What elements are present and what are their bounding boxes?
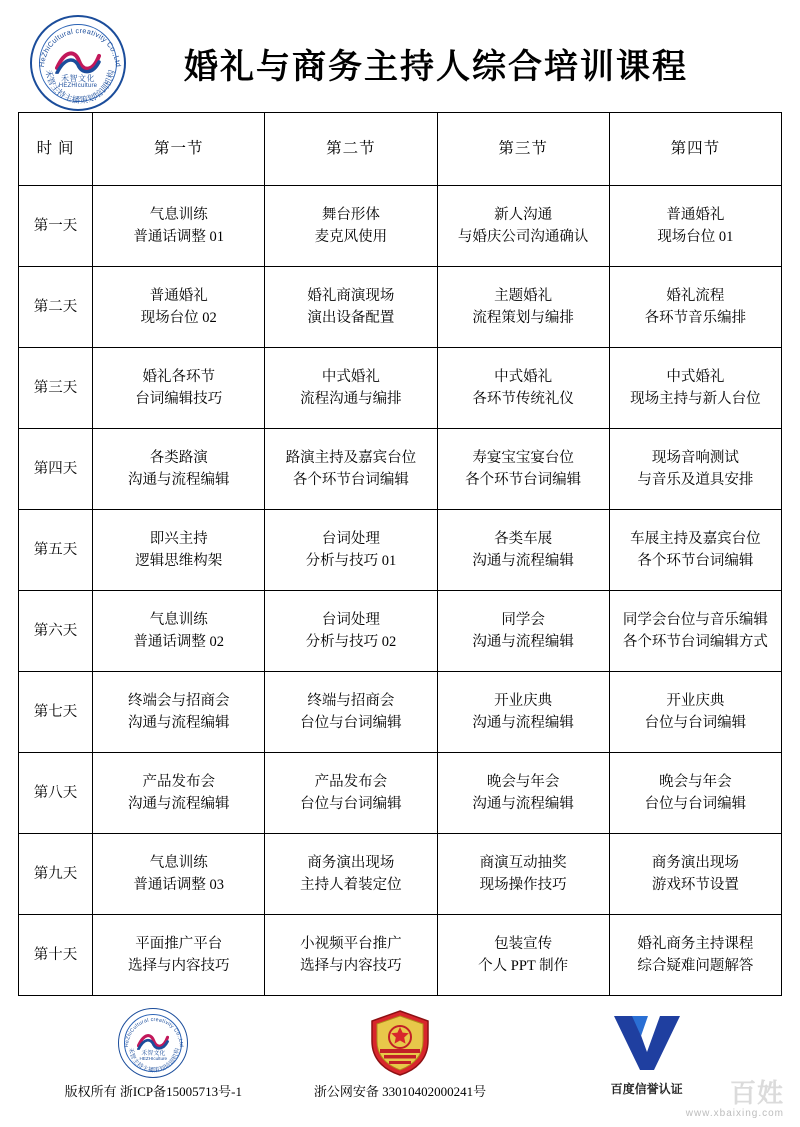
schedule-cell-line: 产品发布会 bbox=[314, 773, 388, 790]
row-day-label: 第三天 bbox=[19, 348, 93, 429]
footer-baidu-block bbox=[525, 1007, 769, 1097]
schedule-cell-line: 车展主持及嘉宾台位 bbox=[630, 530, 761, 547]
seal-arc-top-text: HeZhiCultural creativity Co.,Ltd bbox=[36, 25, 123, 68]
schedule-cell-line: 流程策划与编排 bbox=[472, 310, 574, 326]
table-row bbox=[19, 834, 782, 915]
baidu-badge bbox=[525, 1007, 769, 1079]
column-header-session-4: 第四节 bbox=[609, 113, 781, 186]
schedule-cell-line: 开业庆典 bbox=[666, 692, 725, 709]
icp-license-text: 版权所有 浙ICP备15005713号-1 bbox=[64, 1084, 242, 1099]
table-row bbox=[19, 510, 782, 591]
schedule-cell-line: 沟通与流程编辑 bbox=[127, 472, 230, 488]
schedule-cell-line: 婚礼商务主持课程 bbox=[637, 935, 754, 952]
schedule-cell-line: 婚礼商演现场 bbox=[307, 287, 395, 304]
document-header bbox=[0, 0, 800, 112]
schedule-table-wrap bbox=[0, 112, 800, 996]
table-body bbox=[19, 186, 782, 996]
schedule-cell-line: 晚会与年会 bbox=[486, 773, 560, 790]
table-row bbox=[19, 267, 782, 348]
schedule-cell-line: 新人沟通 bbox=[494, 206, 553, 223]
table-header-row bbox=[19, 113, 782, 186]
footer-icp-block bbox=[31, 1007, 275, 1100]
schedule-cell-line: 商务演出现场 bbox=[307, 854, 395, 871]
schedule-cell bbox=[609, 267, 781, 348]
schedule-cell bbox=[93, 915, 265, 996]
schedule-cell-line: 主题婚礼 bbox=[494, 287, 553, 304]
row-day-label: 第二天 bbox=[19, 267, 93, 348]
schedule-cell-line: 现场台位 02 bbox=[140, 310, 217, 326]
schedule-cell-line: 气息训练 bbox=[149, 611, 208, 628]
schedule-cell-line: 与婚庆公司沟通确认 bbox=[457, 229, 589, 245]
schedule-cell bbox=[609, 591, 781, 672]
table-row bbox=[19, 429, 782, 510]
schedule-cell-line: 普通话调整 03 bbox=[133, 877, 225, 893]
schedule-cell bbox=[93, 510, 265, 591]
wave-icon bbox=[55, 48, 101, 74]
schedule-cell-line: 沟通与流程编辑 bbox=[472, 715, 574, 731]
schedule-cell-line: 平面推广平台 bbox=[135, 935, 223, 952]
schedule-cell bbox=[437, 672, 609, 753]
schedule-cell bbox=[609, 186, 781, 267]
schedule-cell bbox=[609, 753, 781, 834]
schedule-cell-line: 同学会 bbox=[501, 611, 545, 628]
schedule-cell bbox=[609, 348, 781, 429]
schedule-cell-line: 中式婚礼 bbox=[494, 368, 553, 385]
schedule-cell-line: 演出设备配置 bbox=[307, 310, 395, 326]
row-day-label: 第一天 bbox=[19, 186, 93, 267]
schedule-cell-line: 台位与台词编辑 bbox=[300, 715, 402, 731]
schedule-cell bbox=[437, 267, 609, 348]
schedule-cell bbox=[93, 834, 265, 915]
footer-seal-brand-en: HEZHIculture bbox=[139, 1056, 168, 1061]
schedule-cell bbox=[265, 834, 437, 915]
row-day-label: 第六天 bbox=[19, 591, 93, 672]
footer-seal-badge bbox=[31, 1007, 275, 1079]
course-schedule-table bbox=[18, 112, 782, 996]
schedule-cell-line: 即兴主持 bbox=[149, 530, 208, 547]
schedule-cell-line: 各类车展 bbox=[494, 530, 553, 547]
schedule-cell-line: 各环节音乐编排 bbox=[644, 310, 747, 326]
schedule-cell-line: 个人 PPT 制作 bbox=[478, 958, 569, 974]
schedule-cell bbox=[93, 429, 265, 510]
schedule-cell bbox=[609, 915, 781, 996]
schedule-cell-line: 台位与台词编辑 bbox=[644, 715, 747, 731]
schedule-cell bbox=[437, 186, 609, 267]
schedule-cell bbox=[265, 753, 437, 834]
column-header-session-1: 第一节 bbox=[93, 113, 265, 186]
schedule-cell bbox=[609, 672, 781, 753]
seal-brand-cn: 禾智文化 bbox=[61, 74, 95, 83]
schedule-cell bbox=[437, 753, 609, 834]
schedule-cell-line: 现场主持与新人台位 bbox=[630, 391, 761, 407]
schedule-cell-line: 舞台形体 bbox=[321, 206, 380, 223]
footer-seal-arc-bottom-text: 禾智主持主播策划培训机构 bbox=[127, 1047, 182, 1075]
row-day-label: 第八天 bbox=[19, 753, 93, 834]
watermark-sub-text: www.xbaixing.com bbox=[685, 1108, 784, 1119]
schedule-cell bbox=[265, 672, 437, 753]
schedule-cell bbox=[265, 348, 437, 429]
schedule-cell-line: 台词处理 bbox=[321, 530, 380, 547]
schedule-cell bbox=[609, 510, 781, 591]
schedule-cell-line: 各类路演 bbox=[149, 449, 208, 466]
schedule-cell-line: 沟通与流程编辑 bbox=[127, 796, 230, 812]
schedule-cell bbox=[437, 429, 609, 510]
schedule-cell-line: 中式婚礼 bbox=[321, 368, 380, 385]
table-row bbox=[19, 591, 782, 672]
company-seal-icon bbox=[118, 1008, 188, 1078]
schedule-cell-line: 商务演出现场 bbox=[651, 854, 739, 871]
schedule-cell-line: 各个环节台词编辑 bbox=[637, 553, 754, 569]
schedule-cell bbox=[265, 510, 437, 591]
schedule-cell-line: 现场操作技巧 bbox=[479, 877, 567, 893]
table-row bbox=[19, 186, 782, 267]
schedule-cell-line: 包装宣传 bbox=[494, 935, 553, 952]
schedule-cell-line: 游戏环节设置 bbox=[651, 877, 739, 893]
schedule-cell-line: 台词编辑技巧 bbox=[135, 391, 223, 407]
row-day-label: 第四天 bbox=[19, 429, 93, 510]
schedule-cell-line: 与音乐及道具安排 bbox=[637, 472, 754, 488]
schedule-cell bbox=[437, 510, 609, 591]
schedule-cell-line: 台位与台词编辑 bbox=[300, 796, 402, 812]
schedule-cell-line: 分析与技巧 01 bbox=[305, 553, 397, 569]
row-day-label: 第十天 bbox=[19, 915, 93, 996]
schedule-cell-line: 各个环节台词编辑 bbox=[465, 472, 582, 488]
schedule-cell bbox=[93, 348, 265, 429]
police-emblem-icon bbox=[364, 1007, 436, 1079]
schedule-cell bbox=[437, 591, 609, 672]
table-row bbox=[19, 753, 782, 834]
row-day-label: 第九天 bbox=[19, 834, 93, 915]
column-header-session-3: 第三节 bbox=[437, 113, 609, 186]
schedule-cell bbox=[609, 834, 781, 915]
footer-police-block bbox=[278, 1007, 522, 1100]
schedule-cell-line: 台位与台词编辑 bbox=[644, 796, 747, 812]
schedule-cell-line: 商演互动抽奖 bbox=[479, 854, 567, 871]
schedule-cell-line: 各环节传统礼仪 bbox=[472, 391, 574, 407]
seal-arc-bottom-text: 禾智主持主播策划培训机构 bbox=[43, 68, 117, 106]
schedule-cell-line: 各个环节台词编辑方式 bbox=[622, 634, 768, 650]
schedule-cell bbox=[265, 429, 437, 510]
schedule-cell-line: 普通婚礼 bbox=[149, 287, 208, 304]
footer-seal-brand-cn: 禾智文化 bbox=[141, 1051, 166, 1057]
schedule-cell bbox=[93, 591, 265, 672]
schedule-cell-line: 综合疑难问题解答 bbox=[637, 958, 754, 974]
row-day-label: 第七天 bbox=[19, 672, 93, 753]
schedule-cell-line: 终端会与招商会 bbox=[127, 692, 230, 709]
schedule-cell bbox=[265, 591, 437, 672]
table-row bbox=[19, 348, 782, 429]
schedule-cell-line: 普通话调整 01 bbox=[133, 229, 225, 245]
company-logo bbox=[22, 14, 134, 112]
baidu-caption-text: 百度信誉认证 bbox=[610, 1082, 683, 1096]
page-title: 婚礼与商务主持人综合培训课程 bbox=[184, 48, 688, 86]
schedule-cell bbox=[265, 186, 437, 267]
schedule-cell-line: 麦克风使用 bbox=[314, 229, 388, 245]
schedule-cell bbox=[437, 915, 609, 996]
schedule-cell-line: 选择与内容技巧 bbox=[300, 958, 402, 974]
schedule-cell-line: 选择与内容技巧 bbox=[127, 958, 230, 974]
schedule-cell bbox=[609, 429, 781, 510]
schedule-cell-line: 沟通与流程编辑 bbox=[472, 553, 574, 569]
schedule-cell-line: 终端与招商会 bbox=[307, 692, 395, 709]
schedule-cell-line: 沟通与流程编辑 bbox=[472, 796, 574, 812]
seal-brand-en: HEZHIculture bbox=[58, 83, 98, 89]
schedule-cell bbox=[93, 186, 265, 267]
row-day-label: 第五天 bbox=[19, 510, 93, 591]
schedule-cell bbox=[437, 348, 609, 429]
schedule-cell bbox=[93, 753, 265, 834]
schedule-cell-line: 路演主持及嘉宾台位 bbox=[285, 449, 417, 466]
watermark-main-text: 百姓 bbox=[729, 1079, 784, 1108]
schedule-cell-line: 婚礼各环节 bbox=[142, 368, 215, 385]
schedule-cell-line: 气息训练 bbox=[149, 206, 208, 223]
schedule-cell-line: 台词处理 bbox=[321, 611, 380, 628]
footer-seal-arc-top-text: HeZhiCultural creativity Co.,Ltd bbox=[124, 1016, 185, 1048]
schedule-cell bbox=[265, 915, 437, 996]
table-head bbox=[19, 113, 782, 186]
schedule-cell bbox=[437, 834, 609, 915]
schedule-cell-line: 沟通与流程编辑 bbox=[127, 715, 230, 731]
schedule-cell-line: 分析与技巧 02 bbox=[305, 634, 397, 650]
schedule-cell-line: 中式婚礼 bbox=[666, 368, 725, 385]
document-footer bbox=[0, 999, 800, 1127]
schedule-cell bbox=[265, 267, 437, 348]
schedule-cell-line: 主持人着装定位 bbox=[300, 877, 402, 893]
schedule-cell bbox=[93, 267, 265, 348]
column-header-session-2: 第二节 bbox=[265, 113, 437, 186]
table-row bbox=[19, 915, 782, 996]
schedule-cell-line: 晚会与年会 bbox=[659, 773, 732, 790]
baidu-credit-icon bbox=[608, 1012, 686, 1074]
schedule-cell-line: 普通话调整 02 bbox=[133, 634, 225, 650]
schedule-cell-line: 现场音响测试 bbox=[651, 449, 739, 466]
schedule-cell-line: 流程沟通与编排 bbox=[300, 391, 402, 407]
column-header-time: 时 间 bbox=[19, 113, 93, 186]
schedule-cell-line: 同学会台位与音乐编辑 bbox=[622, 611, 768, 628]
schedule-cell-line: 产品发布会 bbox=[142, 773, 215, 790]
police-license-text: 浙公网安备 33010402000241号 bbox=[313, 1084, 487, 1099]
schedule-cell-line: 沟通与流程编辑 bbox=[472, 634, 574, 650]
police-badge bbox=[278, 1007, 522, 1079]
schedule-cell-line: 婚礼流程 bbox=[666, 287, 725, 304]
schedule-cell-line: 普通婚礼 bbox=[666, 206, 725, 223]
schedule-cell-line: 逻辑思维构架 bbox=[135, 553, 223, 569]
schedule-cell-line: 气息训练 bbox=[149, 854, 208, 871]
schedule-cell-line: 现场台位 01 bbox=[657, 229, 734, 245]
seal-icon bbox=[30, 15, 126, 111]
schedule-cell-line: 寿宴宝宝宴台位 bbox=[472, 449, 574, 466]
schedule-cell-line: 各个环节台词编辑 bbox=[292, 472, 409, 488]
schedule-cell bbox=[93, 672, 265, 753]
schedule-cell-line: 小视频平台推广 bbox=[300, 935, 402, 952]
schedule-cell-line: 开业庆典 bbox=[494, 692, 553, 709]
table-row bbox=[19, 672, 782, 753]
